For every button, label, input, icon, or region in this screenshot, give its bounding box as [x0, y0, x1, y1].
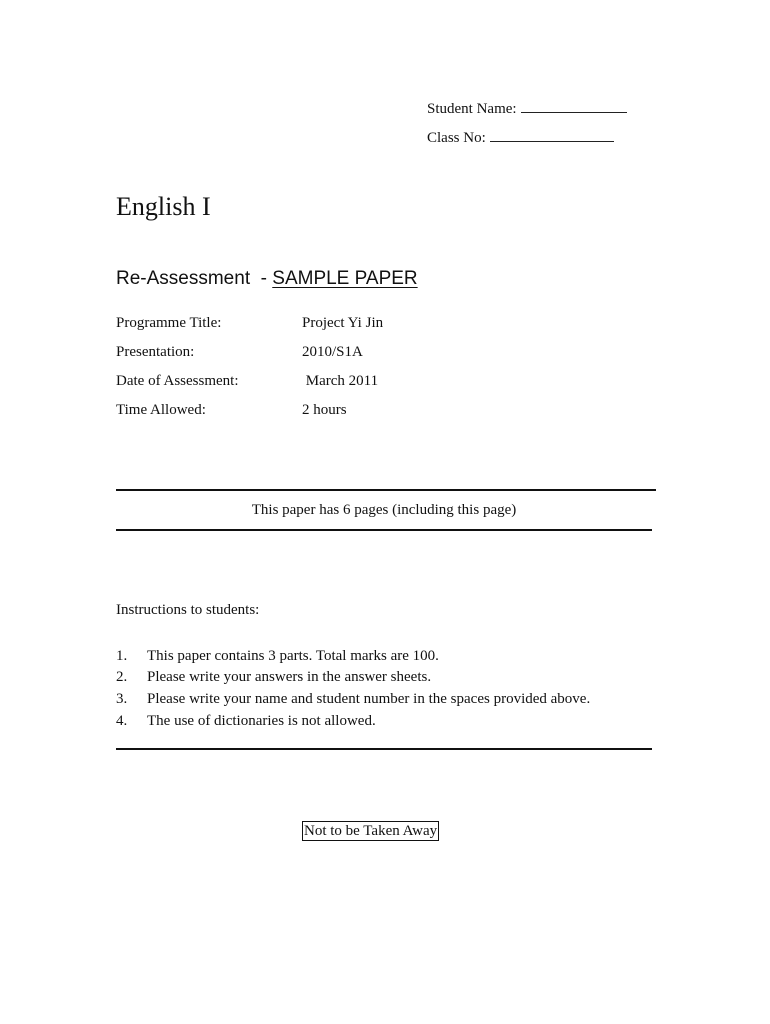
info-value-time: 2 hours [302, 402, 347, 418]
instruction-number: 4. [116, 713, 128, 729]
instruction-number: 2. [116, 669, 128, 685]
subtitle-emphasis: SAMPLE PAPER [272, 268, 418, 289]
instructions-heading: Instructions to students: [116, 602, 260, 618]
instruction-number: 1. [116, 648, 128, 664]
instruction-number: 3. [116, 691, 128, 707]
student-name-blank [521, 100, 627, 113]
pages-note: This paper has 6 pages (including this page) [251, 502, 517, 518]
instruction-text: This paper contains 3 parts. Total marks are 100. [147, 648, 439, 664]
divider-top [116, 489, 656, 491]
info-label-programme: Programme Title: [116, 315, 222, 331]
class-no-blank [490, 129, 614, 142]
info-value-programme: Project Yi Jin [302, 315, 384, 331]
divider-bottom [116, 748, 652, 750]
instruction-text: Please write your name and student number in the spaces provided above. [147, 691, 591, 707]
instruction-text: The use of dictionaries is not allowed. [147, 713, 376, 729]
info-label-time: Time Allowed: [116, 402, 206, 418]
paper-subtitle [116, 268, 418, 290]
info-value-presentation: 2010/S1A [302, 344, 363, 360]
divider-middle [116, 529, 652, 531]
student-name-label: Student Name: [427, 101, 517, 117]
course-title: English I [116, 192, 211, 221]
info-value-date: March 2011 [302, 373, 379, 389]
class-no-label: Class No: [427, 130, 486, 146]
student-name-row [427, 100, 627, 118]
not-to-be-taken-away-notice: Not to be Taken Away [304, 823, 438, 839]
class-no-row [427, 129, 614, 147]
subtitle-prefix: Re-Assessment - [116, 268, 273, 289]
instruction-text: Please write your answers in the answer sheets. [147, 669, 432, 685]
info-label-presentation: Presentation: [116, 344, 195, 360]
info-label-date: Date of Assessment: [116, 373, 239, 389]
